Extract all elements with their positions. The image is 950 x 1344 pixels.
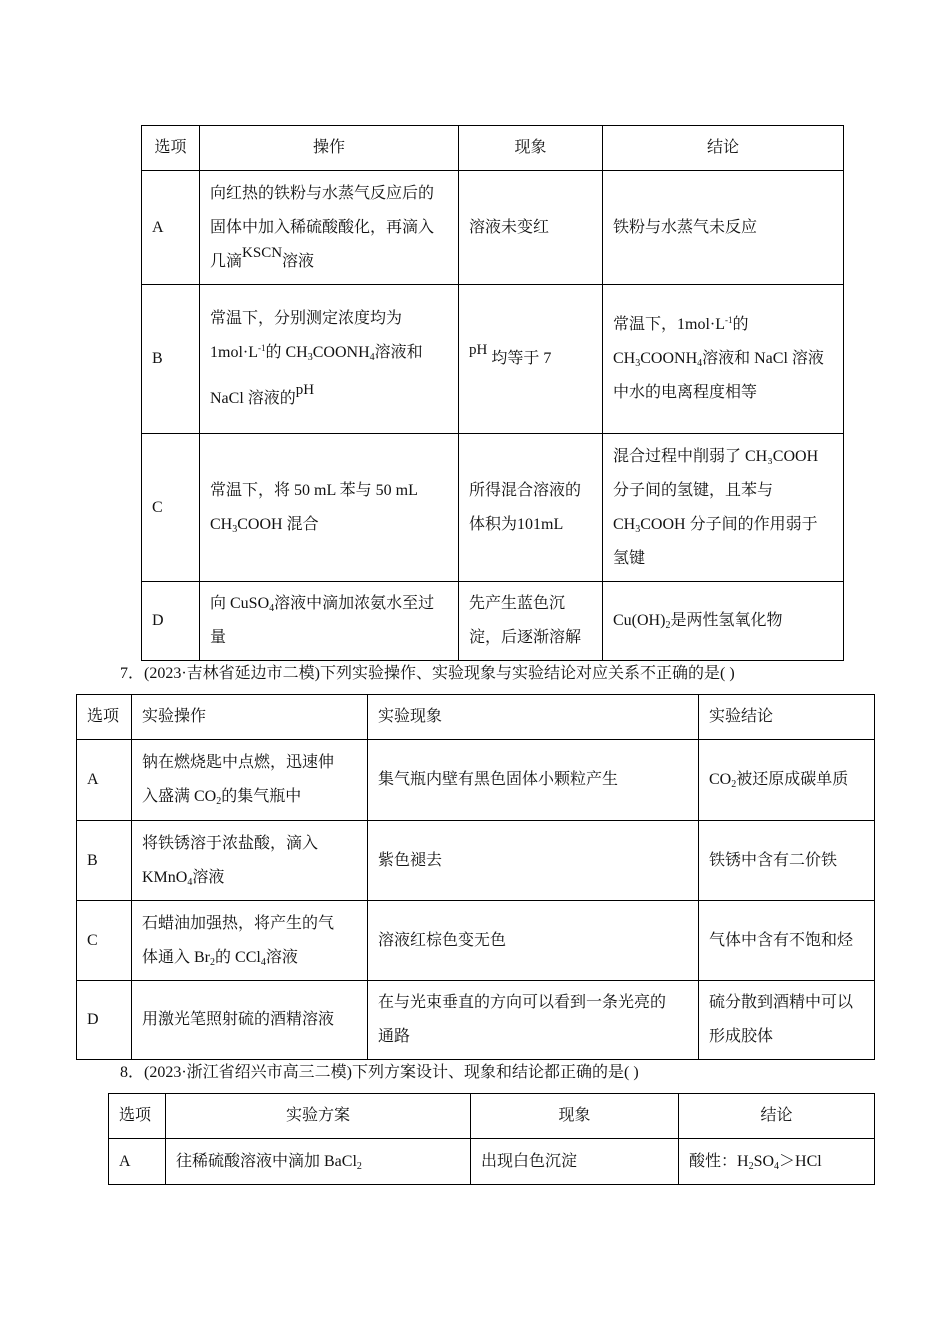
table-header-row: [109, 1094, 875, 1139]
text-line: 硫分散到酒精中可以: [709, 994, 854, 1011]
text-span: 向 CuSO: [210, 595, 270, 612]
text-span: 溶液和: [374, 344, 423, 361]
text-span: CH: [613, 515, 636, 533]
experiment-table-1: [141, 125, 844, 661]
header-plan: 实验方案: [166, 1094, 471, 1139]
text-span: 是两性氢氧化物: [670, 612, 783, 629]
text-span: 入盛满 CO: [142, 788, 217, 805]
table-row: [109, 1139, 875, 1185]
text-span: CH: [210, 515, 233, 533]
header-option: 选项: [77, 695, 132, 740]
operation-cell: [200, 171, 459, 285]
text-line: 所得混合溶液的: [469, 481, 582, 499]
text-span: KMnO: [142, 868, 188, 886]
table-row: [142, 171, 844, 285]
conclusion-cell: [699, 981, 875, 1060]
phenomenon-cell: [459, 285, 603, 434]
text-span: 溶液中滴加浓氨水至过: [274, 595, 435, 612]
text-span: NaCl 溶液的: [210, 390, 296, 407]
text-line: 混合过程中削弱了 CH₃COOH: [613, 447, 819, 465]
conclusion-cell: [699, 740, 875, 821]
header-phenomenon: 现象: [471, 1094, 679, 1139]
operation-cell: [200, 434, 459, 582]
question-7-text: 7．(2023·吉林省延边市二模)下列实验操作、实验现象与实验结论对应关系不正确的是( ): [120, 665, 735, 682]
experiment-table-q7: [76, 694, 875, 1060]
conclusion-cell: [603, 285, 844, 434]
text-span: 4: [260, 956, 266, 968]
text-span: 溶液: [282, 252, 315, 270]
text-span: SO: [753, 1152, 775, 1170]
text-line: 固体中加入稀硫酸酸化，再滴入: [210, 218, 435, 236]
text-line: 常温下，将 50 mL 苯与 50 mL: [210, 481, 418, 499]
text-line: 氢键: [613, 549, 646, 567]
text-span: 2: [748, 1160, 754, 1172]
text-span: 溶液: [265, 948, 298, 966]
text-span: 几滴: [210, 252, 243, 270]
text-span: 3: [232, 523, 238, 535]
text-line: [613, 308, 833, 342]
option-cell: A: [77, 740, 132, 821]
text-line: [210, 336, 448, 370]
operation-cell: [132, 740, 368, 821]
text-span: 2: [216, 796, 222, 807]
text-line: [210, 587, 448, 621]
text-span: COOH 分子间的作用弱于: [640, 515, 818, 533]
text-span: pH: [295, 382, 315, 398]
header-conclusion: 实验结论: [699, 695, 875, 740]
text-line: 通路: [378, 1028, 411, 1045]
text-span: CO: [709, 771, 732, 788]
operation-cell: [200, 285, 459, 434]
table-row: [77, 901, 875, 981]
conclusion-cell: 铁锈中含有二价铁: [699, 821, 875, 901]
conclusion-cell: 铁粉与水蒸气未反应: [603, 171, 844, 285]
header-option: 选项: [142, 126, 200, 171]
text-line: [210, 245, 448, 279]
header-phenomenon: 现象: [459, 126, 603, 171]
text-line: [613, 508, 833, 542]
option-cell: D: [77, 981, 132, 1060]
text-span: CH: [613, 350, 636, 367]
text-span: -1: [258, 343, 266, 353]
text-span: 3: [635, 358, 641, 369]
text-span: 1mol·L: [210, 344, 258, 361]
table-header-row: [77, 695, 875, 740]
table-row: [77, 740, 875, 821]
table-row: [142, 434, 844, 582]
table-row: [142, 285, 844, 434]
text-span: 的: [732, 316, 749, 333]
text-span: COONH: [312, 344, 370, 361]
experiment-table-q8: [108, 1093, 875, 1185]
phenomenon-cell: 溶液红棕色变无色: [368, 901, 699, 981]
text-span: KSCN: [242, 244, 283, 261]
header-conclusion: 结论: [679, 1094, 875, 1139]
text-line: 先产生蓝色沉: [469, 595, 566, 612]
table-row: [77, 981, 875, 1060]
text-line: [142, 780, 357, 814]
text-span: Cu(OH): [613, 612, 666, 629]
option-cell: A: [109, 1139, 166, 1185]
text-span: -1: [725, 315, 733, 325]
text-line: [142, 941, 357, 975]
text-span: 常温下，1mol·L: [613, 316, 725, 333]
phenomenon-cell: 溶液未变红: [459, 171, 603, 285]
text-span: 2: [210, 956, 216, 968]
text-span: 2: [731, 779, 737, 790]
text-span: 酸性：H: [689, 1152, 749, 1170]
text-span: 4: [369, 352, 375, 363]
conclusion-cell: 气体中含有不饱和烃: [699, 901, 875, 981]
text-span: 被还原成碳单质: [736, 771, 849, 788]
header-conclusion: 结论: [603, 126, 844, 171]
phenomenon-cell: 紫色褪去: [368, 821, 699, 901]
text-line: 形成胶体: [709, 1028, 774, 1045]
text-span: 的 CCl: [215, 948, 261, 966]
phenomenon-cell: 集气瓶内壁有黑色固体小颗粒产生: [368, 740, 699, 821]
text-line: 体积为101mL: [469, 515, 564, 533]
operation-cell: 用激光笔照射硫的酒精溶液: [132, 981, 368, 1060]
phenomenon-cell: 出现白色沉淀: [471, 1139, 679, 1185]
text-span: COONH: [640, 350, 698, 367]
text-span: 2: [356, 1160, 362, 1172]
plan-cell: [166, 1139, 471, 1185]
operation-cell: [132, 821, 368, 901]
option-cell: C: [142, 434, 200, 582]
text-span: 的集气瓶中: [221, 788, 302, 805]
option-cell: B: [77, 821, 132, 901]
text-span: 4: [774, 1160, 780, 1172]
text-span: pH: [469, 342, 488, 358]
operation-cell: [200, 582, 459, 661]
text-line: 石蜡油加强热，将产生的气: [142, 914, 335, 932]
conclusion-cell: [603, 582, 844, 661]
text-line: [210, 382, 448, 416]
text-span: 溶液和 NaCl 溶液: [702, 350, 824, 367]
text-span: 的 CH: [265, 344, 308, 361]
conclusion-cell: [679, 1139, 875, 1185]
text-span: 4: [187, 876, 193, 888]
text-line: 钠在燃烧匙中点燃，迅速伸: [142, 754, 335, 771]
text-line: 中水的电离程度相等: [613, 384, 758, 401]
text-span: 3: [307, 352, 313, 363]
option-cell: D: [142, 582, 200, 661]
text-line: 分子间的氢键，且苯与: [613, 481, 774, 499]
text-span: ＞HCl: [779, 1152, 822, 1170]
text-span: 3: [635, 523, 641, 535]
table-row: [77, 821, 875, 901]
text-span: 4: [269, 603, 275, 614]
text-span: 4: [697, 358, 703, 369]
question-8-text: 8．(2023·浙江省绍兴市高三二模)下列方案设计、现象和结论都正确的是( ): [120, 1064, 639, 1081]
conclusion-cell: [603, 434, 844, 582]
text-line: 量: [210, 629, 227, 646]
text-span: 溶液: [192, 868, 225, 886]
text-line: 向红热的铁粉与水蒸气反应后的: [210, 184, 435, 202]
text-line: [613, 342, 833, 376]
text-line: [142, 861, 357, 895]
header-phenomenon: 实验现象: [368, 695, 699, 740]
option-cell: C: [77, 901, 132, 981]
text-line: 淀，后逐渐溶解: [469, 629, 582, 646]
text-line: [210, 508, 448, 542]
text-span: 2: [665, 620, 671, 631]
header-option: 选项: [109, 1094, 166, 1139]
operation-cell: [132, 901, 368, 981]
text-span: 均等于 7: [491, 350, 552, 367]
table-header-row: [142, 126, 844, 171]
phenomenon-cell: [459, 434, 603, 582]
option-cell: B: [142, 285, 200, 434]
text-span: COOH 混合: [237, 515, 319, 533]
text-line: 将铁锈溶于浓盐酸，滴入: [142, 834, 319, 852]
header-operation: 实验操作: [132, 695, 368, 740]
phenomenon-cell: [459, 582, 603, 661]
phenomenon-cell: [368, 981, 699, 1060]
table-row: [142, 582, 844, 661]
header-operation: 操作: [200, 126, 459, 171]
text-span: 往稀硫酸溶液中滴加 BaCl: [176, 1152, 357, 1170]
option-cell: A: [142, 171, 200, 285]
text-span: 体通入 Br: [142, 948, 211, 966]
text-line: 常温下，分别测定浓度均为: [210, 310, 403, 327]
text-line: 在与光束垂直的方向可以看到一条光亮的: [378, 994, 667, 1011]
